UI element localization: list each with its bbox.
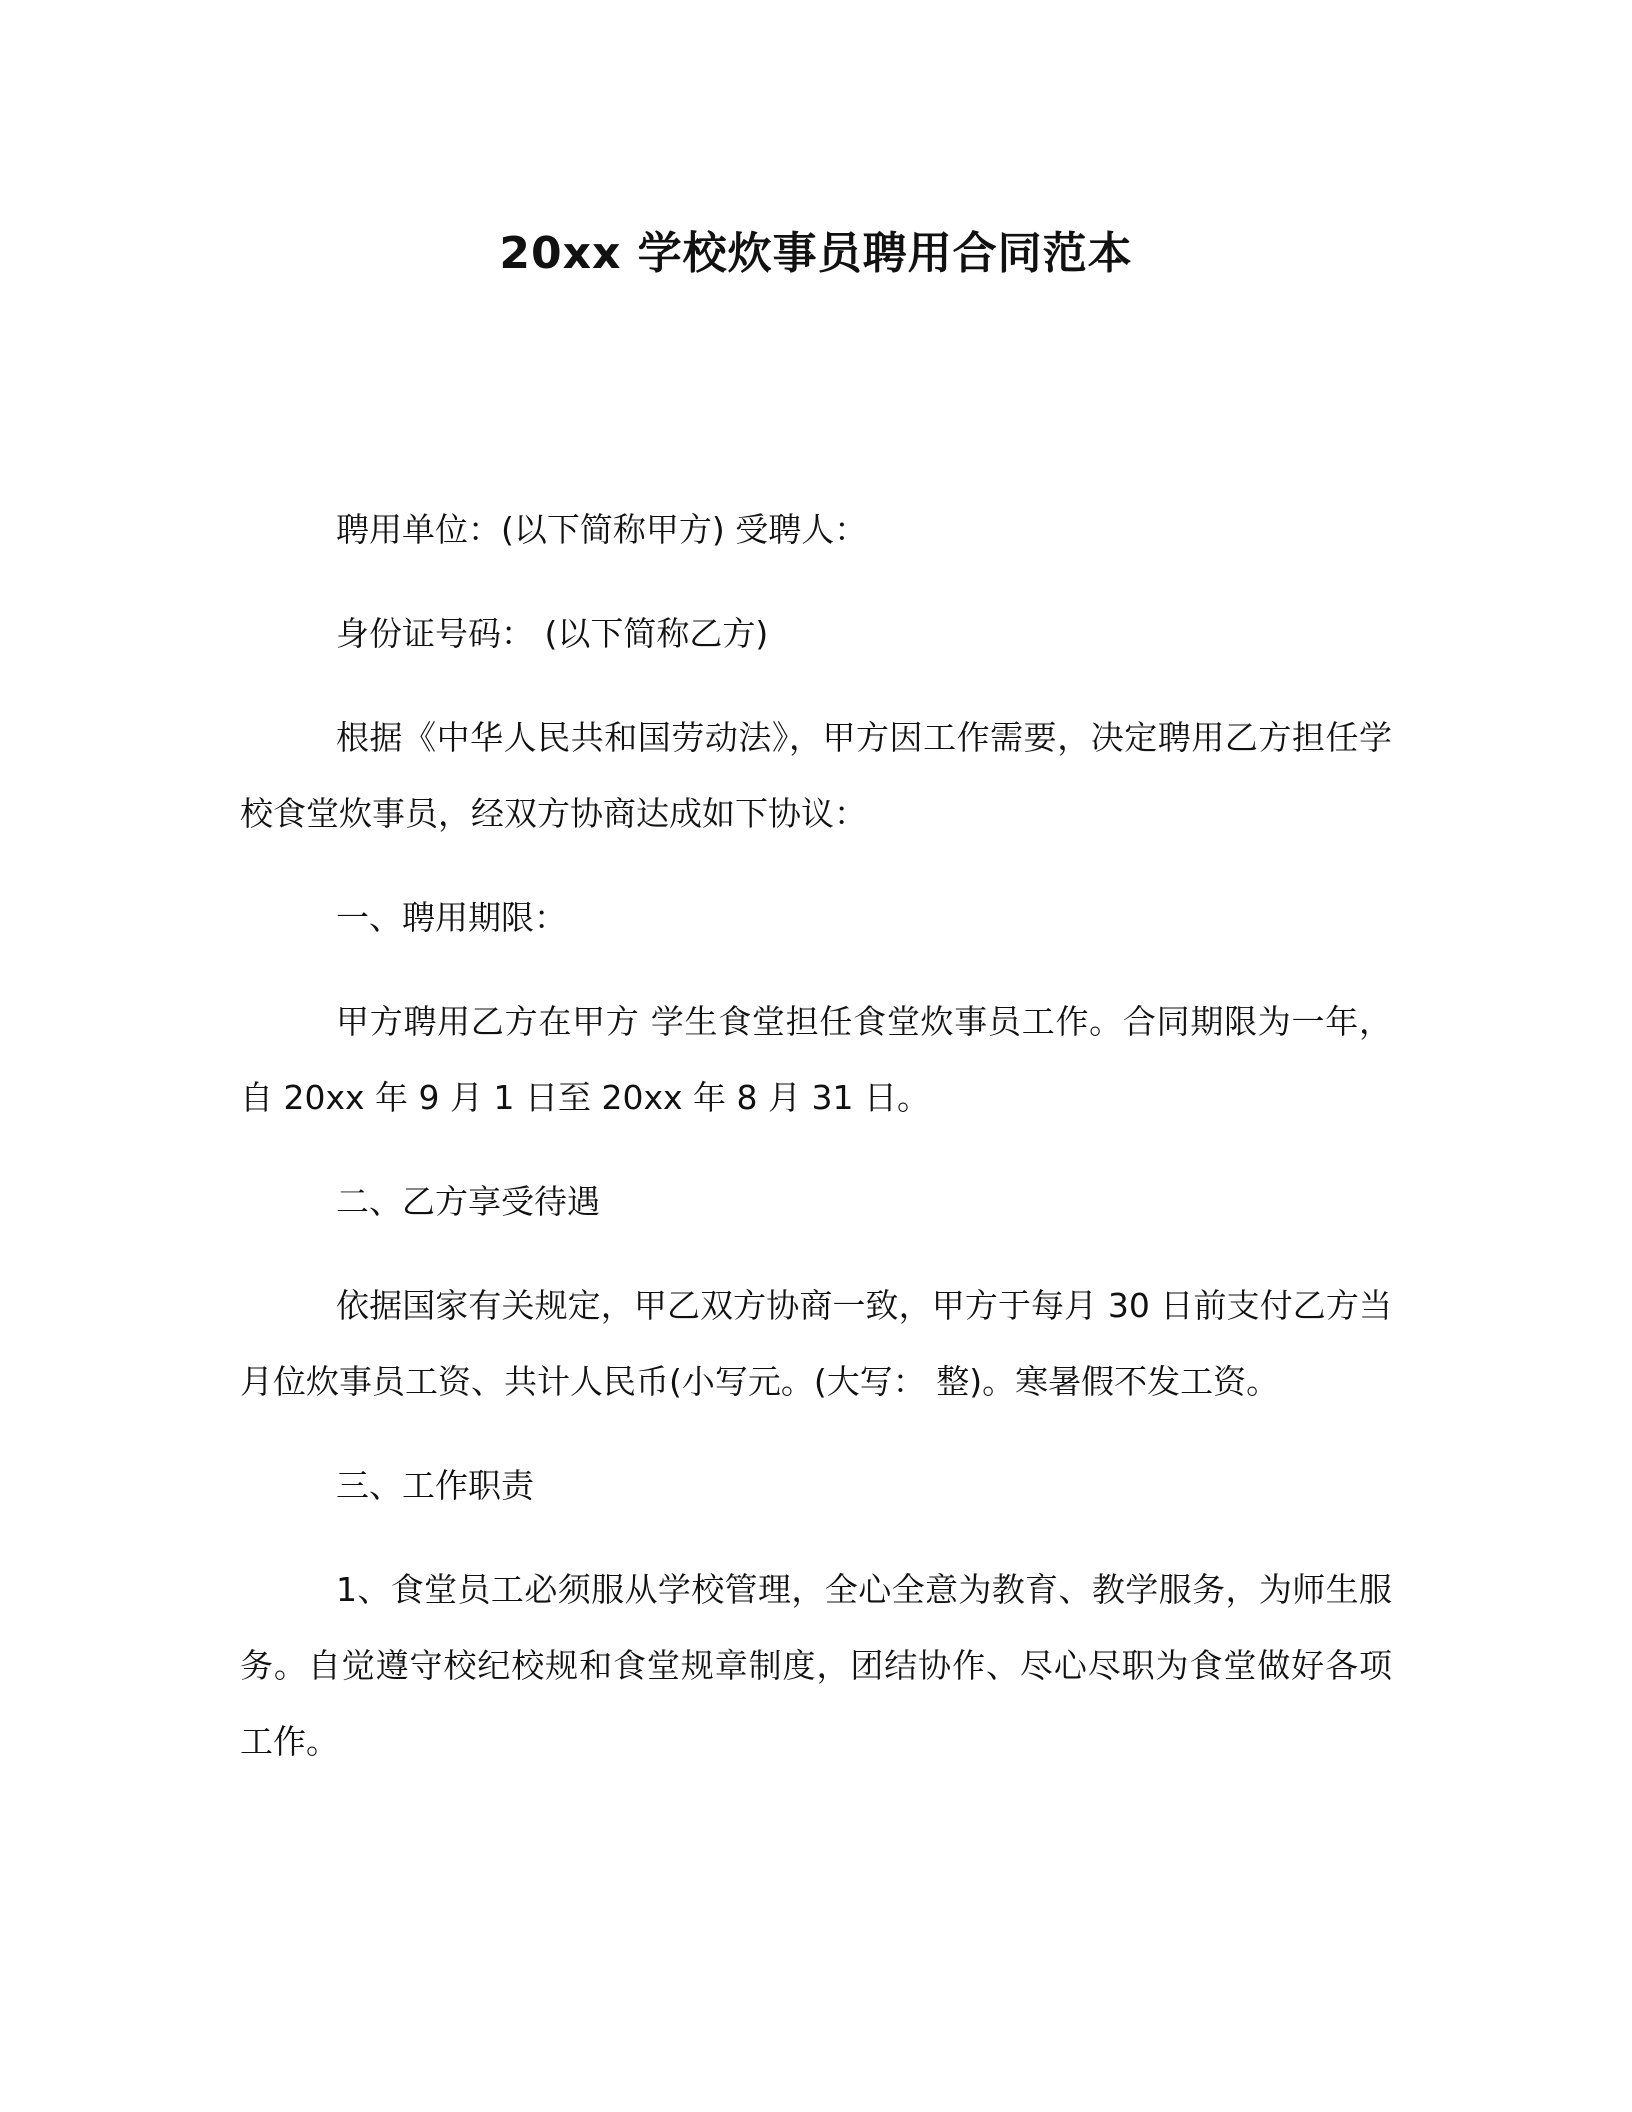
paragraph-id-number: 身份证号码： (以下简称乙方) <box>336 614 769 653</box>
paragraph-salary: 依据国家有关规定，甲乙双方协商一致，甲方于每月 30 日前支付乙方当月位炊事员工资、共计人民币(小写元。(大写： 整)。寒暑假不发工资。 <box>240 1286 1392 1401</box>
paragraph-employer-party: 聘用单位：(以下简称甲方) 受聘人： <box>336 510 868 549</box>
document-title: 20xx 学校炊事员聘用合同范本 <box>499 228 1133 279</box>
paragraph-duty-1: 1、食堂员工必须服从学校管理，全心全意为教育、教学服务，为师生服务。自觉遵守校纪校规和食堂规章制度，团结协作、尽心尽职为食堂做好各项工作。 <box>240 1570 1392 1761</box>
paragraph-term: 甲方聘用乙方在甲方 学生食堂担任食堂炊事员工作。合同期限为一年，自 20xx 年 9 月 1 日至 20xx 年 8 月 31 日。 <box>240 1002 1392 1117</box>
document-body <box>240 492 1392 1808</box>
section-heading-term: 一、聘用期限： <box>336 898 567 937</box>
section-heading-benefits: 二、乙方享受待遇 <box>336 1182 600 1221</box>
section-heading-duties: 三、工作职责 <box>336 1466 534 1505</box>
paragraph-preamble: 根据《中华人民共和国劳动法》，甲方因工作需要，决定聘用乙方担任学校食堂炊事员，经双方协商达成如下协议： <box>240 718 1392 833</box>
